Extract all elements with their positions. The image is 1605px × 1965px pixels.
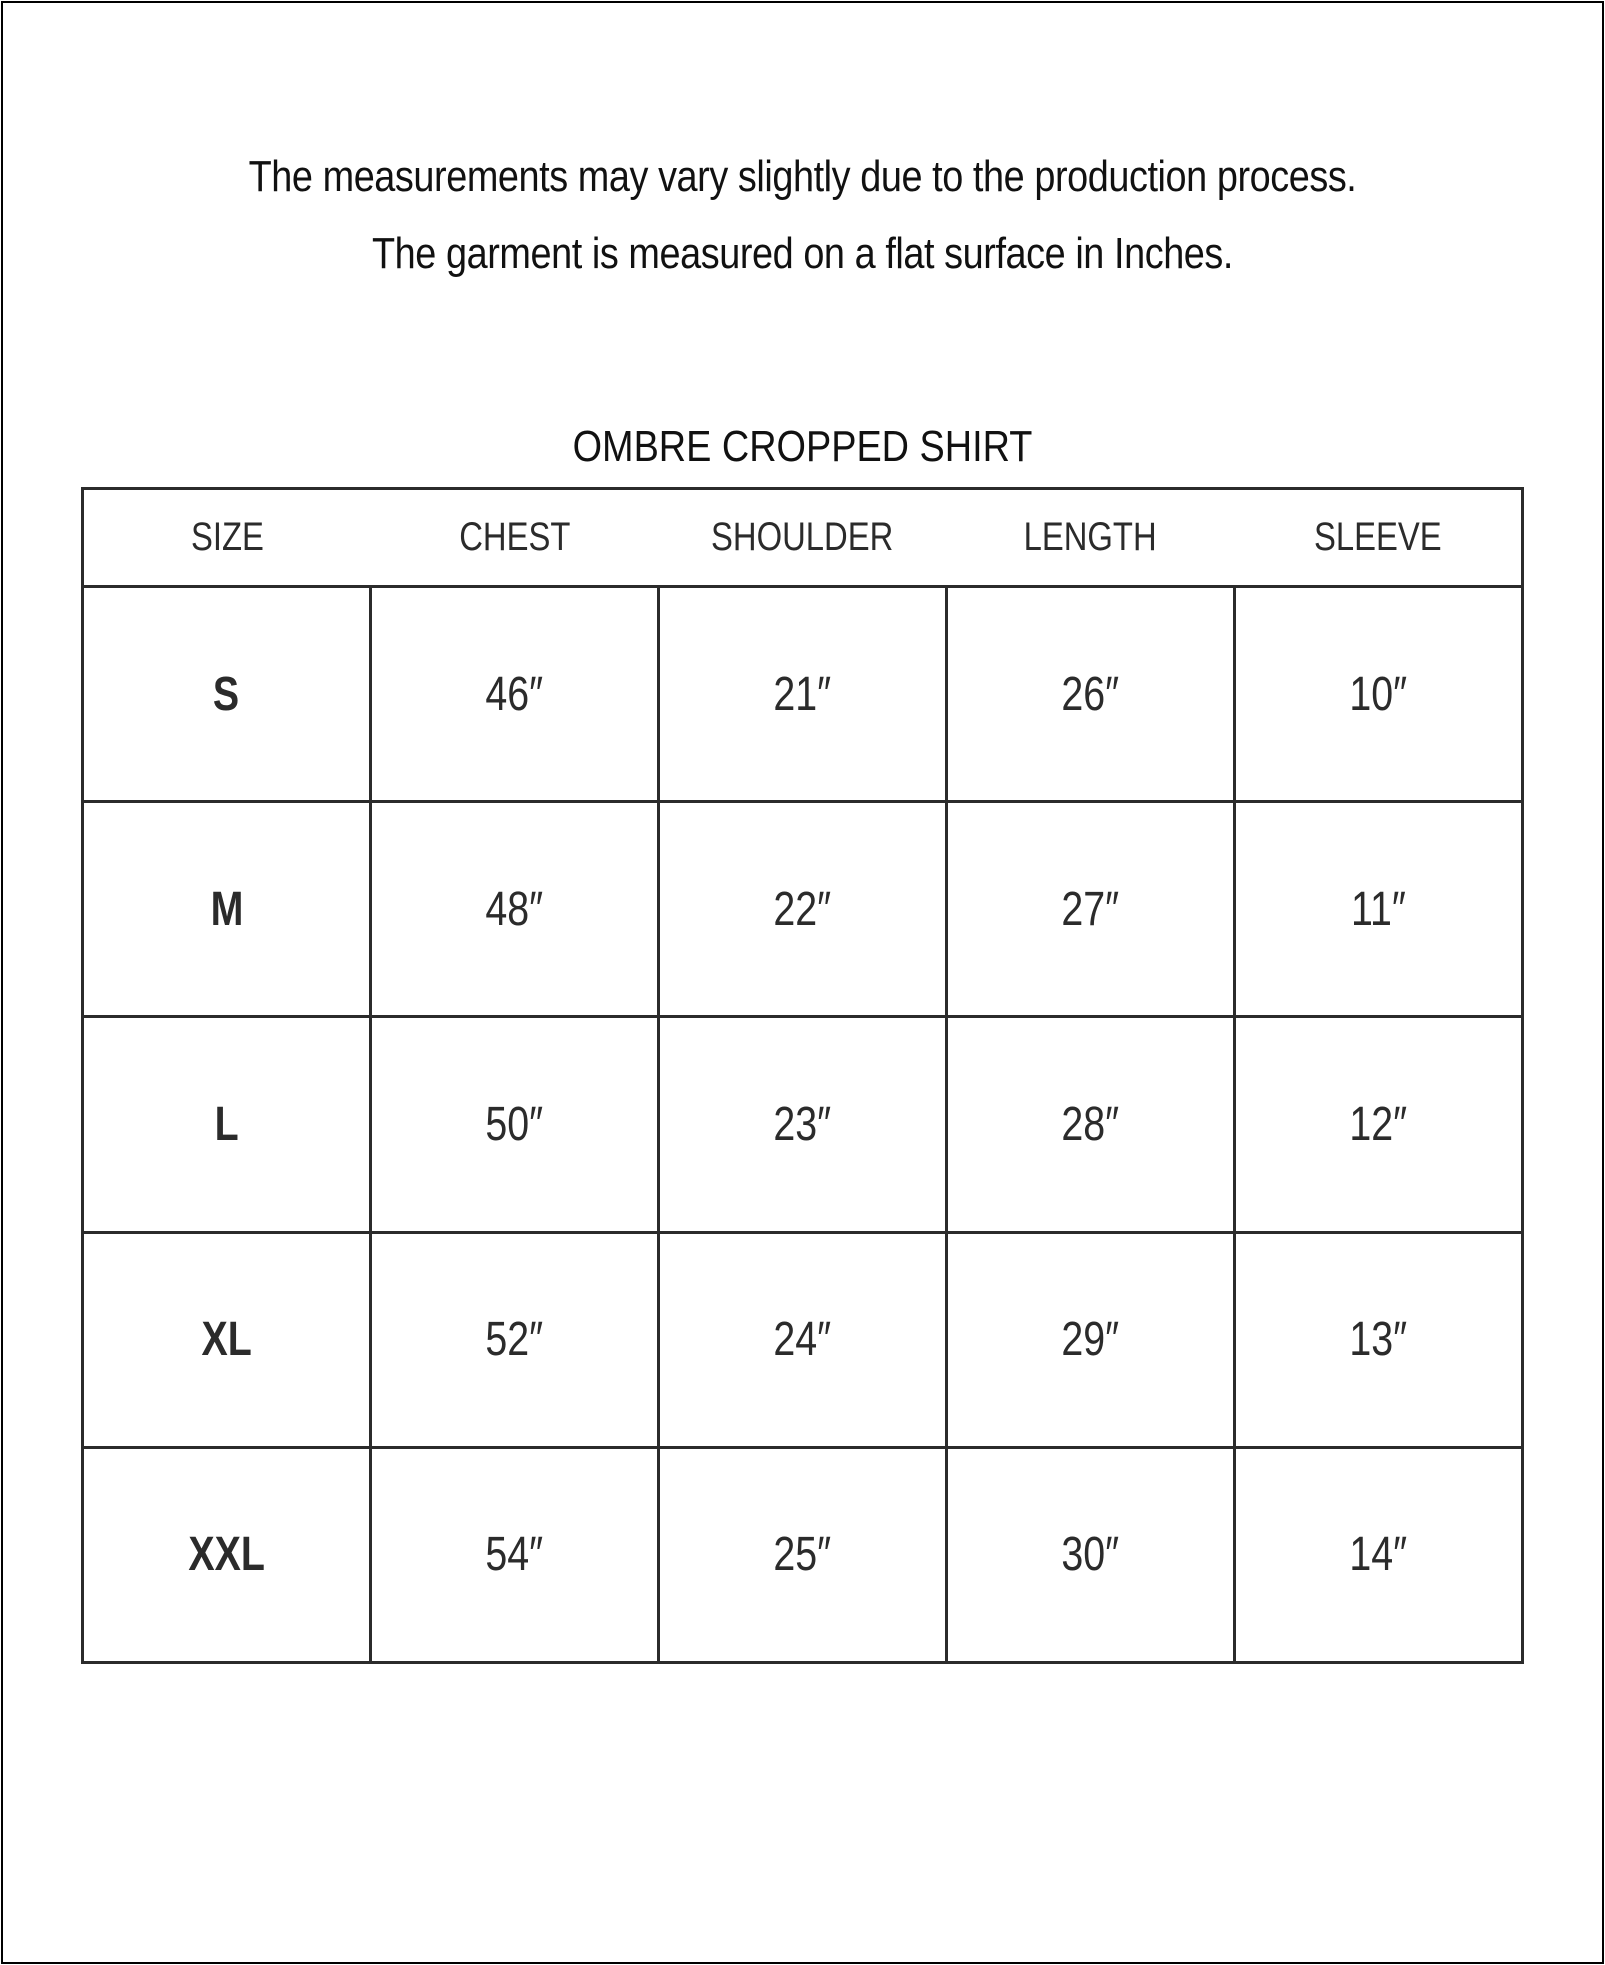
table-body (84, 588, 1521, 1661)
shoulder-cell (660, 1449, 948, 1661)
size-cell (84, 803, 372, 1015)
sleeve-cell (1236, 588, 1521, 800)
cell-value: 14″ (1349, 1528, 1408, 1582)
header-cell-length (946, 490, 1233, 585)
length-cell (948, 1018, 1236, 1230)
header-cell-shoulder (659, 490, 946, 585)
header-cell-sleeve (1234, 490, 1521, 585)
sleeve-cell (1236, 1234, 1521, 1446)
size-cell (84, 1018, 372, 1230)
chest-cell (372, 1449, 660, 1661)
shoulder-cell (660, 803, 948, 1015)
shoulder-cell (660, 1234, 948, 1446)
cell-value: 29″ (1061, 1313, 1120, 1367)
header-label: SHOULDER (711, 515, 894, 559)
table-row-m (84, 803, 1521, 1018)
cell-value: 46″ (485, 667, 544, 721)
shoulder-cell (660, 588, 948, 800)
cell-value: M (210, 882, 243, 936)
cell-value: L (214, 1098, 239, 1151)
measurement-notice-line-2: The garment is measured on a flat surface in Inches. (371, 229, 1234, 278)
cell-value: 24″ (773, 1313, 832, 1367)
cell-value: S (213, 667, 240, 721)
header-label: SLEEVE (1313, 515, 1442, 559)
sleeve-cell (1236, 803, 1521, 1015)
size-cell (84, 1234, 372, 1446)
chest-cell (372, 1018, 660, 1230)
size-cell (84, 588, 372, 800)
chest-cell (372, 588, 660, 800)
cell-value: 11″ (1351, 882, 1406, 936)
table-row-xl (84, 1234, 1521, 1449)
cell-value: 28″ (1061, 1098, 1120, 1151)
table-row-s (84, 588, 1521, 803)
cell-value: XXL (188, 1528, 265, 1582)
size-chart-table (81, 487, 1524, 1664)
size-cell (84, 1449, 372, 1661)
cell-value: 30″ (1061, 1528, 1120, 1582)
length-cell (948, 1234, 1236, 1446)
cell-value: 12″ (1349, 1098, 1408, 1151)
cell-value: 27″ (1061, 882, 1120, 936)
table-title: OMBRE CROPPED SHIRT (572, 422, 1033, 471)
cell-value: 25″ (773, 1528, 832, 1582)
cell-value: 54″ (485, 1528, 544, 1582)
shoulder-cell (660, 1018, 948, 1230)
length-cell (948, 1449, 1236, 1661)
header-label: SIZE (191, 515, 265, 559)
sleeve-cell (1236, 1018, 1521, 1230)
header-label: CHEST (459, 515, 571, 559)
chest-cell (372, 803, 660, 1015)
cell-value: 13″ (1349, 1313, 1408, 1367)
table-header-row (84, 490, 1521, 588)
header-label: LENGTH (1023, 515, 1157, 559)
cell-value: 23″ (773, 1098, 832, 1151)
cell-value: 10″ (1349, 667, 1408, 721)
header-cell-size (84, 490, 371, 585)
sleeve-cell (1236, 1449, 1521, 1661)
cell-value: XL (201, 1313, 252, 1367)
cell-value: 26″ (1061, 667, 1120, 721)
measurement-notice-line-1: The measurements may vary slightly due to the production process. (248, 152, 1357, 201)
cell-value: 48″ (485, 882, 544, 936)
header-cell-chest (371, 490, 658, 585)
chest-cell (372, 1234, 660, 1446)
table-row-l (84, 1018, 1521, 1233)
table-row-xxl (84, 1449, 1521, 1661)
cell-value: 21″ (773, 667, 832, 721)
cell-value: 22″ (773, 882, 832, 936)
cell-value: 50″ (485, 1098, 544, 1151)
length-cell (948, 588, 1236, 800)
length-cell (948, 803, 1236, 1015)
cell-value: 52″ (485, 1313, 544, 1367)
